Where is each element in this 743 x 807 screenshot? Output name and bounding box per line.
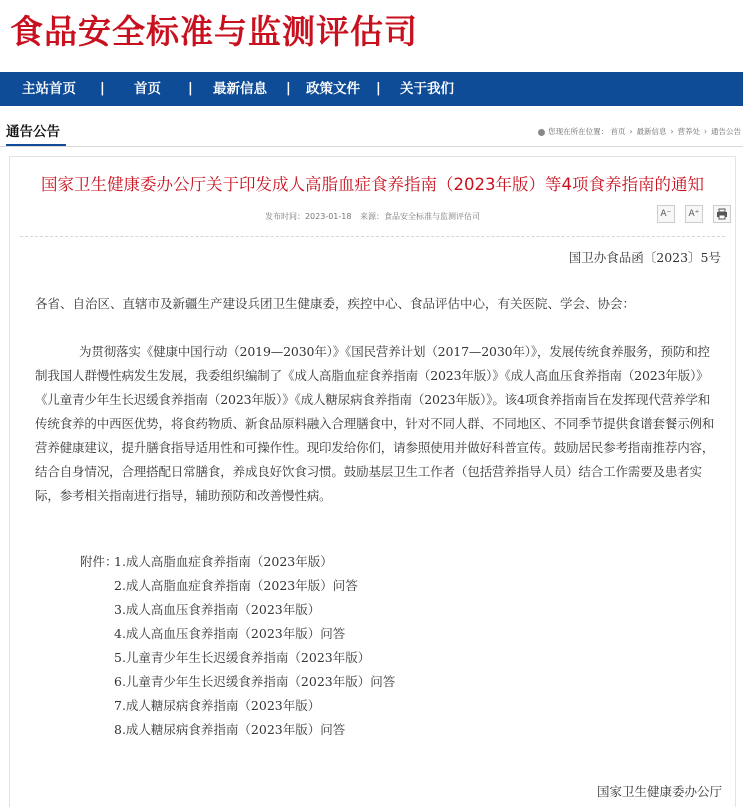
font-smaller-button[interactable]: A⁻ [657, 205, 675, 223]
title-divider [20, 236, 725, 237]
nav-item-main-home[interactable]: 主站首页 [22, 81, 76, 97]
article-tools [652, 205, 731, 224]
article-panel [9, 156, 736, 807]
article-meta [10, 211, 735, 222]
site-header [0, 0, 743, 72]
body-paragraph: 为贯彻落实《健康中国行动（2019—2030年）》《国民营养计划（2017—2030年）》，发展传统食养服务，预防和控制我国人群慢性病发生发展，我委组织编制了《成人高脂血症食养指南（2023年版）》《成人高血压食养指南（2023年版）》《儿童青少年生长迟缓食养指南（2023年版）》《成人糖尿病食养指南（2023年版）》。该4项食养指南旨在发挥现代营养学和传统食养的中西医优势，将食药物质、新食品原料融入合理膳食中，针对不同人群、不同地区、不同季节提供食谱套餐示例和营养健康建议，提升膳食指导适用性和可操作性。现印发给你们，请参照使用并做好科普宣传。鼓励居民参考指南推荐内容，结合自身情况，合理搭配日常膳食，养成良好饮食习惯。鼓励基层卫生工作者（包括营养指导人员）结合工作需要及患者实际，参考相关指南进行指导，辅助预防和改善慢性病。 [35, 344, 715, 503]
issuer-signature: 国家卫生健康委办公厅 [596, 784, 722, 799]
breadcrumb-prefix: 您现在所在位置： [548, 127, 609, 136]
publish-label: 发布时间： [264, 212, 305, 221]
attachment-link[interactable]: 7.成人糖尿病食养指南（2023年版） [114, 698, 321, 713]
attachments-list [114, 550, 395, 742]
section-bar [0, 120, 743, 147]
attachment-link[interactable]: 5.儿童青少年生长迟缓食养指南（2023年版） [114, 650, 371, 665]
breadcrumb-item-notices[interactable]: 通告公告 [711, 127, 741, 136]
location-icon [538, 129, 545, 136]
breadcrumb-item-home[interactable]: 首页 [610, 127, 626, 136]
source-label: 来源： [360, 212, 385, 221]
nav-item-about[interactable]: 关于我们 [400, 81, 454, 97]
main-navbar [0, 72, 743, 106]
nav-separator: | [188, 81, 193, 96]
breadcrumb-arrow-icon: › [704, 127, 707, 136]
recipients: 各省、自治区、直辖市及新疆生产建设兵团卫生健康委，疾控中心、食品评估中心，有关医院、学会、协会： [35, 296, 636, 311]
publish-date: 2023-01-18 [304, 212, 352, 221]
attachment-link[interactable]: 3.成人高血压食养指南（2023年版） [114, 602, 321, 617]
attachment-link[interactable]: 6.儿童青少年生长迟缓食养指南（2023年版）问答 [114, 674, 396, 689]
attachment-link[interactable]: 2.成人高脂血症食养指南（2023年版）问答 [114, 578, 358, 593]
breadcrumb-item-nutrition[interactable]: 营养处 [677, 127, 700, 136]
nav-item-home[interactable]: 首页 [134, 81, 161, 97]
nav-item-latest[interactable]: 最新信息 [213, 81, 267, 97]
nav-separator: | [100, 81, 105, 96]
breadcrumb-arrow-icon: › [670, 127, 674, 136]
nav-separator: | [376, 81, 381, 96]
article-title: 国家卫生健康委办公厅关于印发成人高脂血症食养指南（2023年版）等4项食养指南的通知 [41, 175, 704, 194]
nav-separator: | [286, 81, 291, 96]
document-number: 国卫办食品函〔2023〕5号 [568, 250, 721, 265]
breadcrumb-arrow-icon: › [629, 127, 633, 136]
print-icon[interactable] [713, 205, 731, 223]
attachment-link[interactable]: 4.成人高血压食养指南（2023年版）问答 [114, 626, 346, 641]
breadcrumb-item-latest[interactable]: 最新信息 [636, 127, 667, 136]
source-value: 食品安全标准与监测评估司 [384, 212, 481, 221]
site-title[interactable]: 食品安全标准与监测评估司 [10, 12, 418, 51]
nav-item-policy[interactable]: 政策文件 [306, 81, 360, 97]
section-title: 通告公告 [6, 120, 66, 146]
breadcrumb [538, 120, 741, 144]
attachment-link[interactable]: 8.成人糖尿病食养指南（2023年版）问答 [114, 722, 346, 737]
attachments-label: 附件： [80, 554, 118, 569]
font-larger-button[interactable]: A⁺ [685, 205, 703, 223]
attachment-link[interactable]: 1.成人高脂血症食养指南（2023年版） [114, 554, 333, 569]
